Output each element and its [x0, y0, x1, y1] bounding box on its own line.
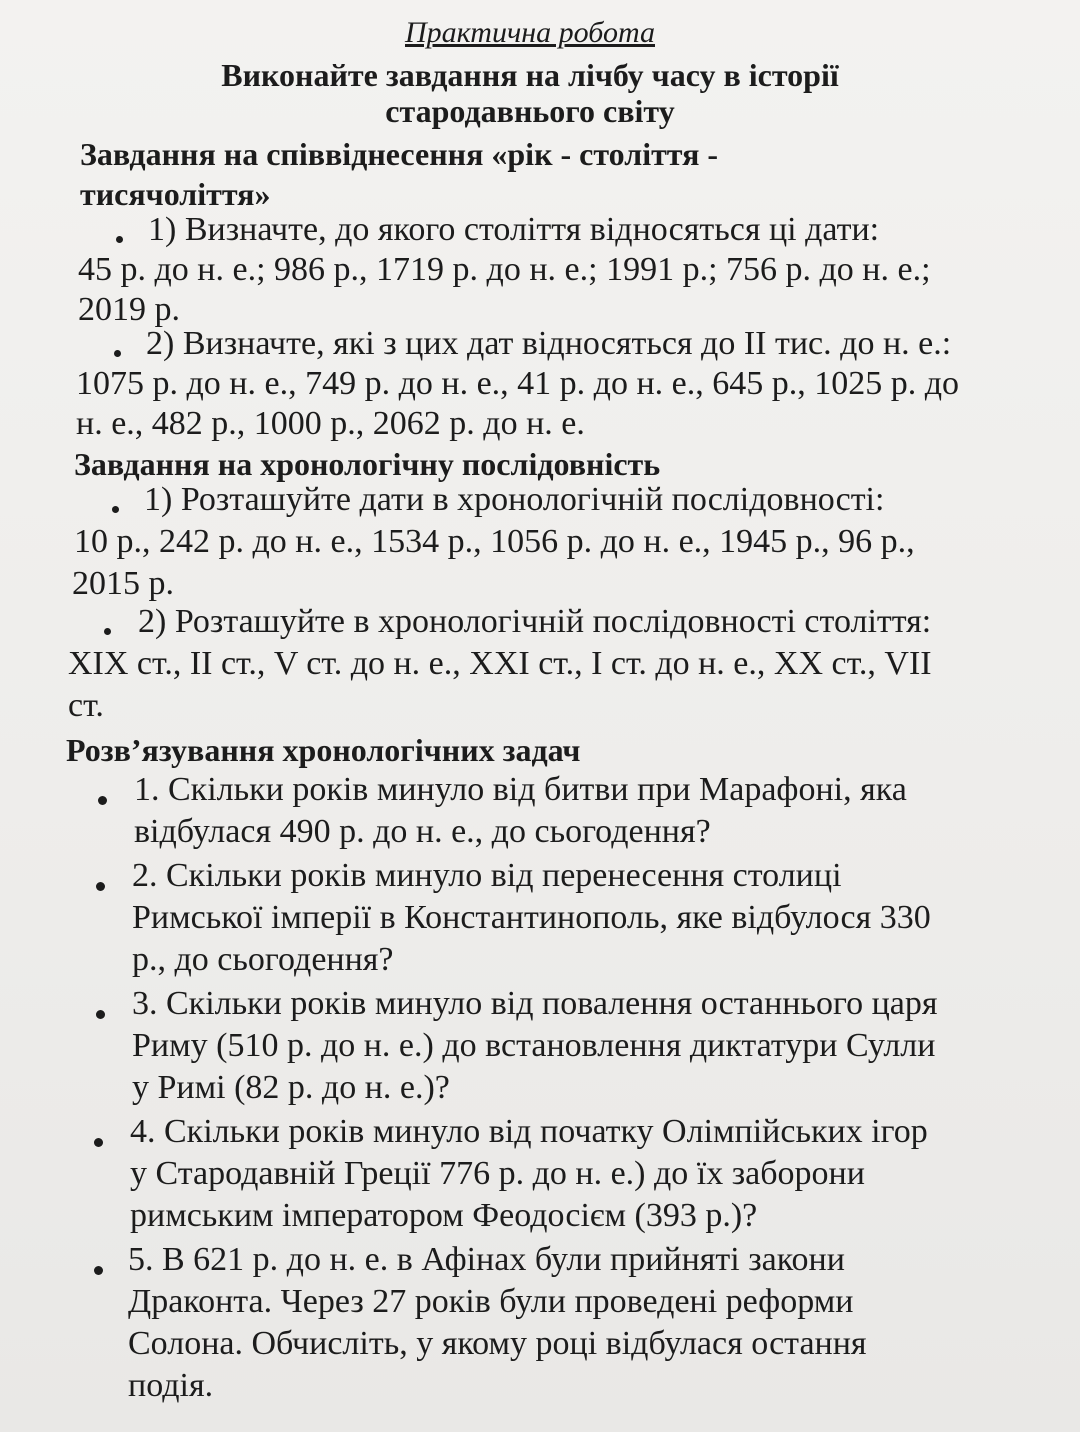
- bullet-icon: [94, 1266, 103, 1275]
- bullet-icon: [116, 236, 123, 243]
- bullet-icon: [96, 882, 105, 891]
- problem-4-line-1: 4. Скільки років минуло від початку Олімпійських ігор: [130, 1113, 928, 1150]
- bullet-icon: [114, 350, 121, 357]
- document-title-line-1: Виконайте завдання на лічбу часу в історії: [221, 57, 839, 93]
- section-2-task-1-line-3: 2015 р.: [72, 565, 174, 602]
- problem-2-line-3: р., до сьогодення?: [132, 941, 394, 978]
- section-2-task-2-line-3: ст.: [68, 687, 104, 724]
- section-1-task-1-line-2: 45 р. до н. е.; 986 р., 1719 р. до н. е.; 1991 р.; 756 р. до н. е.;: [78, 251, 931, 288]
- problem-5-line-3: Солона. Обчисліть, у якому році відбулася остання: [128, 1325, 867, 1362]
- document-label: Практична робота: [405, 16, 655, 49]
- bullet-icon: [112, 506, 119, 513]
- problem-5-line-1: 5. В 621 р. до н. е. в Афінах були прийняті закони: [128, 1241, 845, 1278]
- problem-4-line-2: у Стародавній Греції 776 р. до н. е.) до їх заборони: [130, 1155, 865, 1192]
- problem-3-line-2: Риму (510 р. до н. е.) до встановлення диктатури Сулли: [132, 1027, 936, 1064]
- section-1-heading-line-1: Завдання на співвіднесення «рік - століття -: [80, 136, 719, 172]
- document-title-line-2: стародавнього світу: [385, 93, 675, 129]
- bullet-icon: [104, 628, 111, 635]
- section-2-task-1-line-1: 1) Розташуйте дати в хронологічній послідовності:: [144, 481, 885, 518]
- section-1-heading-line-2: тисячоліття»: [80, 176, 271, 212]
- section-1-task-1-line-1: 1) Визначте, до якого століття відносяться ці дати:: [148, 211, 880, 248]
- problem-4-line-3: римським імператором Феодосієм (393 р.)?: [130, 1197, 758, 1234]
- section-1-task-2-line-2: 1075 р. до н. е., 749 р. до н. е., 41 р. до н. е., 645 р., 1025 р. до: [76, 365, 960, 402]
- section-1-task-1-line-3: 2019 р.: [78, 291, 180, 328]
- section-3-heading: Розв’язування хронологічних задач: [66, 732, 581, 768]
- section-1-task-2-line-3: н. е., 482 р., 1000 р., 2062 р. до н. е.: [76, 405, 585, 442]
- problem-2-line-1: 2. Скільки років минуло від перенесення столиці: [132, 857, 842, 894]
- problem-5-line-4: подія.: [128, 1367, 214, 1404]
- problem-5-line-2: Драконта. Через 27 років були проведені реформи: [128, 1283, 854, 1320]
- bullet-icon: [98, 796, 107, 805]
- problem-3-line-1: 3. Скільки років минуло від повалення останнього царя: [132, 985, 938, 1022]
- problem-1-line-1: 1. Скільки років минуло від битви при Марафоні, яка: [134, 771, 907, 808]
- section-2-task-2-line-2: XIX ст., II ст., V ст. до н. е., XXI ст., I ст. до н. е., XX ст., VII: [68, 645, 932, 682]
- section-2-task-2-line-1: 2) Розташуйте в хронологічній послідовності століття:: [138, 603, 932, 640]
- bullet-icon: [96, 1010, 105, 1019]
- problem-3-line-3: у Римі (82 р. до н. е.)?: [132, 1069, 450, 1106]
- problem-2-line-2: Римської імперії в Константинополь, яке відбулося 330: [132, 899, 931, 936]
- section-2-heading: Завдання на хронологічну послідовність: [74, 446, 661, 482]
- section-1-task-2-line-1: 2) Визначте, які з цих дат відносяться до II тис. до н. е.:: [146, 325, 952, 362]
- problem-1-line-2: відбулася 490 р. до н. е., до сьогодення?: [134, 813, 711, 850]
- section-2-task-1-line-2: 10 р., 242 р. до н. е., 1534 р., 1056 р. до н. е., 1945 р., 96 р.,: [74, 523, 915, 560]
- bullet-icon: [94, 1138, 103, 1147]
